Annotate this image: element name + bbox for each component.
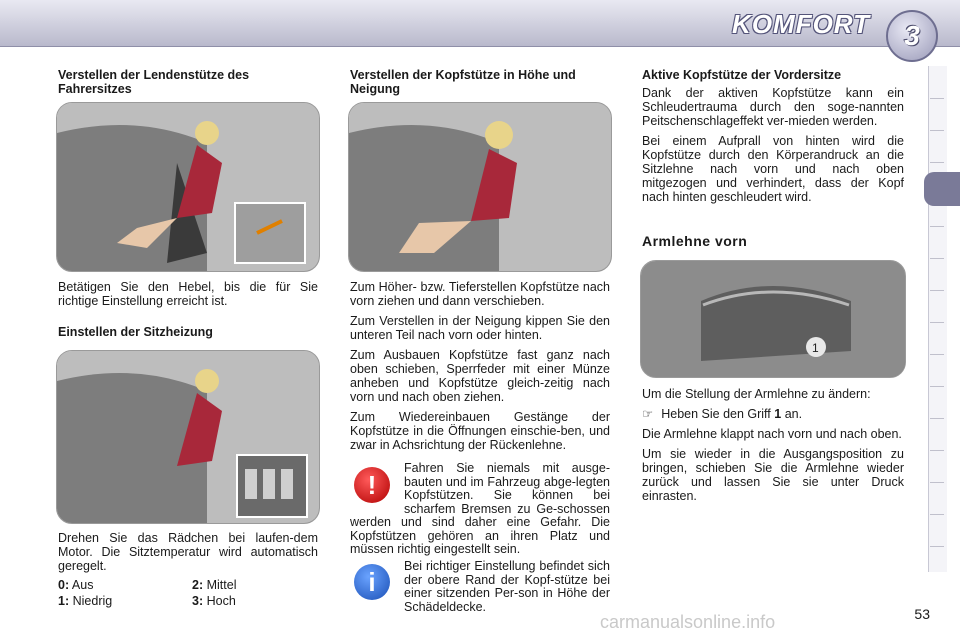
chapter-number-badge (886, 10, 938, 62)
seat-heating-text: Drehen Sie das Rädchen bei laufen-dem Motor. Die Sitztemperatur wird automatisch geregelt. (58, 531, 318, 573)
seat-heating-illustration (57, 351, 319, 523)
legend-item-1: 1: Niedrig (58, 594, 113, 608)
active-headrest-paragraph-1: Dank der aktiven Kopfstütze kann ein Schleudertrauma durch den soge-nannten Peitschenschlageffekt ver-mieden werden. (642, 86, 904, 128)
chapter-tab-active[interactable] (924, 172, 960, 206)
legend-right (192, 577, 318, 609)
page-number: 53 (914, 606, 930, 622)
warning-text: Fahren Sie niemals mit ausge-bauten und im Fahrzeug abge-legten Kopfstützen. Sie können bei scharfem Bremsen zu Ge-schossen werden und sind daher eine Gefahr. Die Kopfstützen gehören an ihren Platz und müssen richtig eingestellt sein. (350, 461, 610, 556)
seat-heating-text-block (58, 531, 318, 579)
tab-divider (930, 418, 944, 419)
legend-left (58, 577, 192, 609)
tab-divider (930, 98, 944, 99)
arrow-icon: ☞ (642, 407, 654, 421)
heading-headrest: Verstellen der Kopfstütze in Höhe und Neigung (350, 68, 576, 96)
armrest-illustration (641, 261, 905, 377)
armrest-callout-label: 1 (812, 341, 819, 355)
heading-armrest: Armlehne vorn (642, 233, 748, 249)
lumbar-text: Betätigen Sie den Hebel, bis die für Sie richtige Einstellung erreicht ist. (58, 280, 318, 308)
tab-divider (930, 450, 944, 451)
warning-icon-spacer (350, 462, 404, 516)
tab-divider (930, 226, 944, 227)
headrest-heading-block (350, 68, 608, 96)
heading-active-headrest: Aktive Kopfstütze der Vordersitze (642, 68, 842, 82)
tab-divider (930, 162, 944, 163)
watermark: carmanualsonline.info (600, 612, 776, 632)
legend-item-3: 3: Hoch (192, 594, 236, 608)
headrest-paragraph-4: Zum Wiedereinbauen Gestänge der Kopfstütze in die Öffnungen einschie-ben, und zwar in Achsrichtung der Rückenlehne. (350, 410, 610, 452)
armrest-image (640, 260, 906, 378)
armrest-step: ☞ Heben Sie den Griff 1 an. (642, 407, 803, 421)
headrest-paragraph-2: Zum Verstellen in der Neigung kippen Sie den unteren Teil nach vorn oder hinten. (350, 314, 610, 342)
headrest-text-block (350, 280, 610, 458)
armrest-heading-block (642, 234, 904, 254)
info-note (350, 560, 610, 614)
tab-divider (930, 482, 944, 483)
warning-icon: ! (354, 467, 390, 503)
active-headrest-block (642, 68, 904, 210)
chapter-number: 3 (904, 20, 920, 51)
chapter-tab-strip (928, 66, 947, 572)
legend-item-0: 0: Aus (58, 578, 94, 592)
seat-heating-heading-block (58, 325, 318, 339)
info-text: Bei richtiger Einstellung befindet sich der obere Rand der Kopf-stütze bei einer sitzenden Per-son in Höhe der Schädeldecke. (404, 559, 610, 614)
chapter-title: KOMFORT (732, 9, 870, 39)
legend-item-2: 2: Mittel (192, 578, 237, 592)
headrest-image (348, 102, 612, 272)
tab-divider (930, 386, 944, 387)
headrest-illustration (349, 103, 611, 271)
seat-heating-image (56, 350, 320, 524)
active-headrest-paragraph-2: Bei einem Aufprall von hinten wird die Kopfstütze durch den Körperandruck an die Sitzlehne nach vorn und nach oben mitgezogen und verhindert, dass der Kopf nach hinten geschleudert wird. (642, 134, 904, 204)
tab-divider (930, 322, 944, 323)
heading-seat-heating: Einstellen der Sitzheizung (58, 325, 213, 339)
armrest-paragraph-1: Die Armlehne klappt nach vorn und nach oben. (642, 427, 902, 441)
heading-lumbar: Verstellen der Lendenstütze des Fahrersitzes (58, 68, 250, 96)
tab-divider (930, 546, 944, 547)
armrest-intro: Um die Stellung der Armlehne zu ändern: (642, 387, 871, 401)
headrest-paragraph-3: Zum Ausbauen Kopfstütze fast ganz nach oben schieben, Sperrfeder mit einer Münze anheben und Kopfstütze gleich-zeitig nach vorn und nach oben ziehen. (350, 348, 610, 404)
info-icon: i (354, 564, 390, 600)
armrest-paragraph-2: Um sie wieder in die Ausgangsposition zu bringen, schieben Sie die Armlehne wieder zurück und lassen Sie sie unter Druck einrasten. (642, 447, 904, 503)
warning-note (350, 462, 610, 557)
info-icon-spacer (350, 560, 404, 612)
headrest-paragraph-1: Zum Höher- bzw. Tieferstellen Kopfstütze nach vorn ziehen und dann verschieben. (350, 280, 610, 308)
page-header (0, 0, 960, 51)
armrest-text-block (642, 387, 904, 509)
section-lumbar-heading (58, 68, 290, 96)
lumbar-text-block (58, 280, 318, 314)
seat-illustration (57, 103, 319, 271)
tab-divider (930, 130, 944, 131)
tab-divider (930, 290, 944, 291)
tab-divider (930, 514, 944, 515)
tab-divider (930, 258, 944, 259)
lumbar-support-image (56, 102, 320, 272)
tab-divider (930, 354, 944, 355)
